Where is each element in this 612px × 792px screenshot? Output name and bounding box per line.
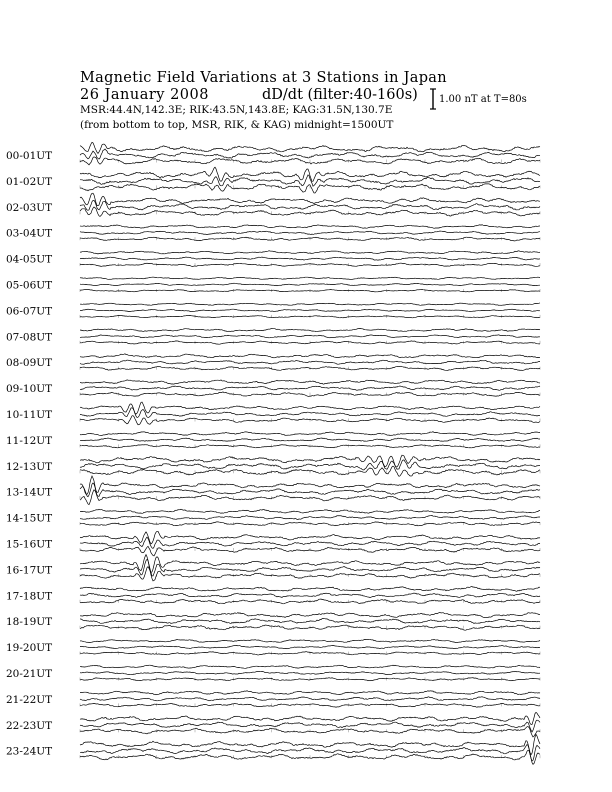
hour-label: 04-05UT [6,253,53,266]
station-trace-kag [80,639,540,642]
hour-label: 06-07UT [6,305,53,318]
chart-date: 26 January 2008 [80,87,209,103]
hour-label: 09-10UT [6,383,53,396]
station-trace-rik [80,619,540,624]
hour-label: 23-24UT [6,745,53,758]
station-trace-kag [80,402,540,414]
station-trace-rik [80,283,540,286]
station-trace-rik [80,593,540,598]
station-trace-kag [80,380,540,384]
hour-label: 21-22UT [6,693,53,706]
station-trace-kag [80,142,540,153]
station-trace-kag [80,455,540,467]
station-trace-kag [80,587,540,592]
hour-label: 15-16UT [6,538,53,551]
hour-label: 01-02UT [6,175,53,188]
hour-label: 08-09UT [6,357,53,370]
station-trace-kag [80,613,540,618]
station-trace-rik [80,460,540,470]
station-trace-kag [80,193,540,205]
station-trace-kag [80,691,540,695]
station-trace-kag [80,432,540,436]
hour-label: 02-03UT [6,201,53,214]
hour-label: 10-11UT [6,409,53,421]
hour-label: 05-06UT [6,279,53,292]
hour-label: 14-15UT [6,512,53,525]
station-trace-rik [80,149,540,159]
station-trace-kag [80,225,540,229]
station-trace-rik [80,257,540,260]
station-trace-kag [80,734,540,754]
hour-label: 17-18UT [6,590,53,603]
chart-title: Magnetic Field Variations at 3 Stations in Japan [80,70,447,86]
station-trace-msr [80,599,540,604]
station-trace-rik [80,231,540,235]
hour-label: 19-20UT [6,642,53,655]
station-trace-kag [80,303,540,306]
station-trace-kag [80,665,540,668]
chart-derivative-filter: dD/dt (filter:40-160s) [262,87,418,103]
station-trace-rik [80,408,540,418]
hour-label: 03-04UT [6,227,53,240]
station-trace-kag [80,251,540,254]
hour-label: 13-14UT [6,486,53,499]
station-trace-kag [80,509,540,513]
station-trace-rik [80,697,540,701]
station-trace-msr [80,466,540,476]
hour-label: 12-13UT [6,460,53,473]
station-trace-rik [80,645,540,648]
station-trace-rik [80,309,540,312]
hour-label: 18-19UT [6,616,53,629]
station-trace-rik [80,515,540,519]
hour-label: 20-21UT [6,668,53,680]
hour-label: 11-12UT [6,434,53,447]
station-trace-rik [80,386,540,390]
station-coordinates: MSR:44.4N,142.3E; RIK:43.5N,143.8E; KAG:31.5N,130.7E [80,104,393,116]
station-order-note: (from bottom to top, MSR, RIK, & KAG) midnight=1500UT [80,119,394,131]
station-trace-rik [80,335,540,338]
hour-label-group [6,150,52,758]
station-trace-rik [80,671,540,674]
station-trace-kag [80,277,540,279]
hour-label: 22-23UT [6,719,53,732]
station-trace-kag [80,329,540,332]
station-trace-rik [80,438,540,441]
scale-label: 1.00 nT at T=80s [439,94,527,105]
hour-label: 16-17UT [6,564,53,577]
trace-group [80,142,540,764]
hour-label: 07-08UT [6,331,53,344]
station-trace-rik [80,360,540,364]
scale-bar [428,88,438,110]
station-trace-kag [80,354,540,358]
hour-label: 00-01UT [6,150,53,162]
station-trace-msr [80,546,540,556]
